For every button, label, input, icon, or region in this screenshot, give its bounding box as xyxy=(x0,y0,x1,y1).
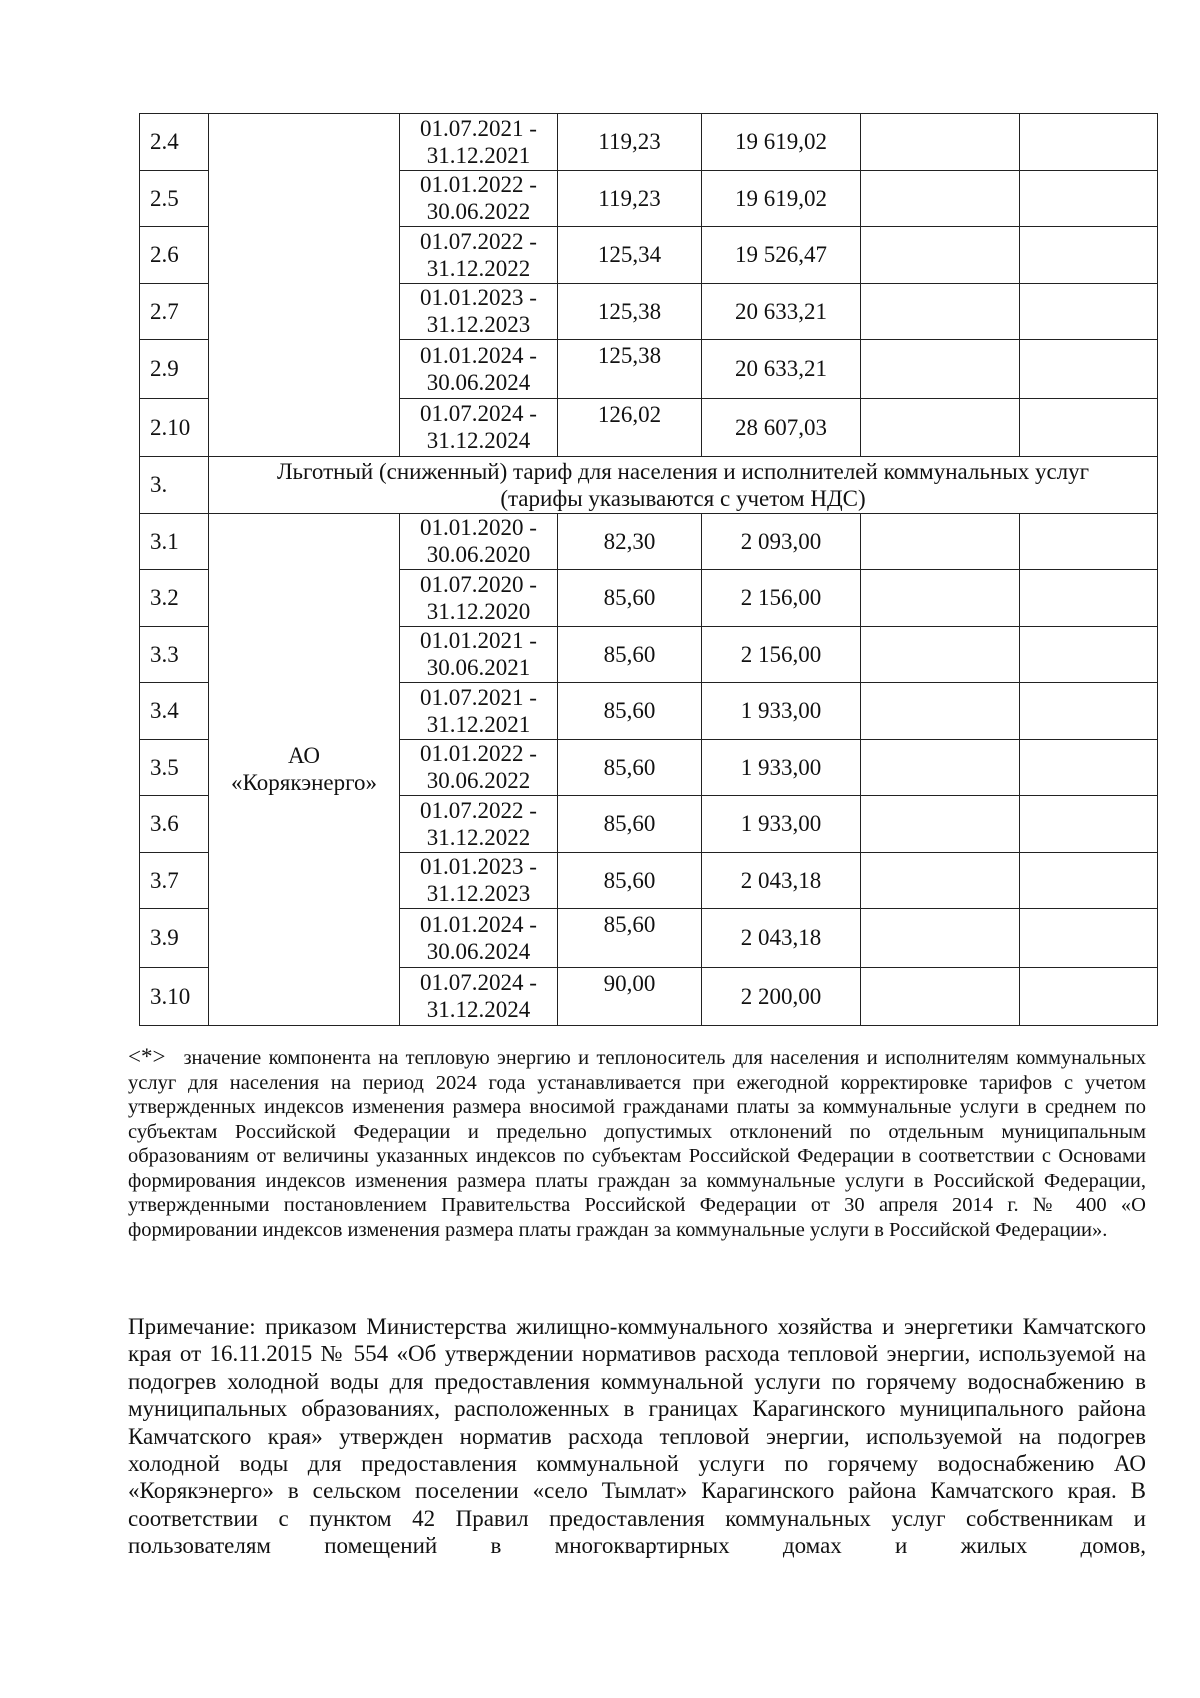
period-to: 31.12.2020 xyxy=(426,598,531,624)
period-from: 01.01.2024 - xyxy=(420,911,537,937)
empty-cell xyxy=(1020,170,1158,227)
value-cell-1: 125,38 xyxy=(558,283,702,340)
empty-cell xyxy=(1020,114,1158,171)
empty-cell xyxy=(861,796,1020,853)
period-from: 01.01.2023 - xyxy=(420,285,537,311)
value-cell-1: 90,00 xyxy=(558,967,702,1026)
value-cell-2: 20 633,21 xyxy=(702,283,861,340)
section-number: 3. xyxy=(140,457,209,514)
footnote-mark: <*> xyxy=(128,1044,166,1069)
empty-cell xyxy=(861,570,1020,627)
period-to: 30.06.2024 xyxy=(426,369,531,395)
empty-cell xyxy=(861,340,1020,399)
value-cell-1: 85,60 xyxy=(558,909,702,968)
empty-cell xyxy=(861,852,1020,909)
row-number: 3.10 xyxy=(140,967,209,1026)
empty-cell xyxy=(861,283,1020,340)
value-cell-1: 85,60 xyxy=(558,626,702,683)
period-to: 30.06.2020 xyxy=(426,542,531,568)
period-to: 31.12.2024 xyxy=(426,997,531,1023)
org-cell-empty xyxy=(209,114,400,457)
period-from: 01.07.2020 - xyxy=(420,571,537,597)
period-cell xyxy=(400,513,558,570)
org-name-cell xyxy=(209,513,400,1026)
period-cell xyxy=(400,683,558,740)
footnote xyxy=(128,1045,1146,1242)
period-from: 01.07.2022 - xyxy=(420,228,537,254)
empty-cell xyxy=(1020,967,1158,1026)
period-from: 01.01.2022 - xyxy=(420,741,537,767)
row-number: 3.2 xyxy=(140,570,209,627)
period-from: 01.01.2024 - xyxy=(420,342,537,368)
row-number: 2.7 xyxy=(140,283,209,340)
empty-cell xyxy=(1020,852,1158,909)
empty-cell xyxy=(1020,227,1158,284)
row-number: 2.10 xyxy=(140,398,209,457)
period-to: 31.12.2023 xyxy=(426,881,531,907)
period-to: 31.12.2022 xyxy=(426,824,531,850)
empty-cell xyxy=(861,739,1020,796)
empty-cell xyxy=(861,513,1020,570)
period-cell xyxy=(400,570,558,627)
empty-cell xyxy=(1020,398,1158,457)
value-cell-2: 2 043,18 xyxy=(702,909,861,968)
value-cell-2: 2 043,18 xyxy=(702,852,861,909)
row-number: 2.4 xyxy=(140,114,209,171)
value-cell-1: 85,60 xyxy=(558,796,702,853)
period-from: 01.01.2023 - xyxy=(420,854,537,880)
empty-cell xyxy=(1020,909,1158,968)
period-cell xyxy=(400,340,558,399)
row-number: 3.6 xyxy=(140,796,209,853)
value-cell-2: 19 526,47 xyxy=(702,227,861,284)
empty-cell xyxy=(1020,796,1158,853)
period-cell xyxy=(400,227,558,284)
empty-cell xyxy=(861,683,1020,740)
period-cell xyxy=(400,398,558,457)
period-cell xyxy=(400,967,558,1026)
empty-cell xyxy=(1020,570,1158,627)
period-to: 31.12.2023 xyxy=(426,312,531,338)
period-to: 31.12.2021 xyxy=(426,711,531,737)
period-to: 30.06.2022 xyxy=(426,768,531,794)
value-cell-2: 2 200,00 xyxy=(702,967,861,1026)
section-header-row xyxy=(140,457,1158,514)
period-from: 01.01.2022 - xyxy=(420,172,537,198)
period-cell xyxy=(400,852,558,909)
value-cell-2: 1 933,00 xyxy=(702,683,861,740)
row-number: 3.5 xyxy=(140,739,209,796)
empty-cell xyxy=(861,170,1020,227)
row-number: 2.6 xyxy=(140,227,209,284)
empty-cell xyxy=(861,909,1020,968)
period-cell xyxy=(400,114,558,171)
empty-cell xyxy=(861,227,1020,284)
value-cell-1: 125,34 xyxy=(558,227,702,284)
period-cell xyxy=(400,283,558,340)
value-cell-2: 2 093,00 xyxy=(702,513,861,570)
empty-cell xyxy=(1020,283,1158,340)
value-cell-2: 1 933,00 xyxy=(702,796,861,853)
period-to: 30.06.2024 xyxy=(426,938,531,964)
period-to: 30.06.2022 xyxy=(426,199,531,225)
row-number: 2.5 xyxy=(140,170,209,227)
empty-cell xyxy=(861,967,1020,1026)
note-paragraph: Примечание: приказом Министерства жилищно-коммунального хозяйства и энергетики Камчатского края от 16.11.2015 № 554 «Об утверждении нормативов расхода тепловой энергии, используемой на подогрев холодной воды для предоставления коммунальной услуги по горячему водоснабжению в муниципальных образованиях, расположенных в границах Карагинского муниципального района Камчатского края» утвержден норматив расхода тепловой энергии, используемой на подогрев холодной воды для предоставления коммунальной услуги по горячему водоснабжению АО «Корякэнерго» в сельском поселении «село Тымлат» Карагинского района Камчатского края. В соответствии с пунктом 42 Правил предоставления коммунальных услуг собственникам и пользователям помещений в многоквартирных домах и жилых домов, xyxy=(128,1314,1146,1559)
period-cell xyxy=(400,796,558,853)
tariff-table-body xyxy=(140,114,1158,1026)
period-cell xyxy=(400,626,558,683)
period-cell xyxy=(400,909,558,968)
section-title-line1: Льготный (сниженный) тариф для населения и исполнителей коммунальных услуг xyxy=(276,458,1090,484)
period-cell xyxy=(400,739,558,796)
value-cell-2: 28 607,03 xyxy=(702,398,861,457)
value-cell-1: 82,30 xyxy=(558,513,702,570)
value-cell-2: 20 633,21 xyxy=(702,340,861,399)
row-number: 3.1 xyxy=(140,513,209,570)
period-from: 01.01.2021 - xyxy=(420,628,537,654)
value-cell-1: 85,60 xyxy=(558,852,702,909)
period-from: 01.07.2021 - xyxy=(420,684,537,710)
value-cell-2: 2 156,00 xyxy=(702,626,861,683)
period-to: 31.12.2022 xyxy=(426,255,531,281)
value-cell-1: 125,38 xyxy=(558,340,702,399)
row-number: 3.3 xyxy=(140,626,209,683)
section-title xyxy=(209,457,1158,514)
table-row xyxy=(140,114,1158,171)
value-cell-1: 85,60 xyxy=(558,739,702,796)
org-name-line1: АО xyxy=(287,743,321,769)
empty-cell xyxy=(1020,683,1158,740)
value-cell-2: 2 156,00 xyxy=(702,570,861,627)
footnote-text: значение компонента на тепловую энергию и теплоноситель для населения и исполнителям коммунальных услуг для населения на период 2024 года устанавливается при ежегодной корректировке тарифов с учетом утвержденных индексов изменения размера вносимой гражданами платы за коммунальные услуги в среднем по субъектам Российской Федерации и предельно допустимых отклонений по отдельным муниципальным образованиям от величины указанных индексов по субъектам Российской Федерации в соответствии с Основами формирования индексов изменения размера платы граждан за коммунальные услуги в Российской Федерации, утвержденными постановлением Правительства Российской Федерации от 30 апреля 2014 г. № 400 «О формировании индексов изменения размера платы граждан за коммунальные услуги в Российской Федерации». xyxy=(128,1047,1146,1241)
value-cell-2: 19 619,02 xyxy=(702,170,861,227)
row-number: 3.4 xyxy=(140,683,209,740)
org-name-line2: «Корякэнерго» xyxy=(231,770,377,796)
period-from: 01.01.2020 - xyxy=(420,515,537,541)
value-cell-1: 119,23 xyxy=(558,170,702,227)
empty-cell xyxy=(1020,626,1158,683)
tariff-table xyxy=(139,113,1158,1026)
row-number: 2.9 xyxy=(140,340,209,399)
empty-cell xyxy=(1020,340,1158,399)
period-from: 01.07.2024 - xyxy=(420,970,537,996)
row-number: 3.7 xyxy=(140,852,209,909)
value-cell-1: 85,60 xyxy=(558,683,702,740)
empty-cell xyxy=(861,114,1020,171)
table-row xyxy=(140,513,1158,570)
period-from: 01.07.2022 - xyxy=(420,797,537,823)
period-to: 30.06.2021 xyxy=(426,655,531,681)
empty-cell xyxy=(1020,739,1158,796)
value-cell-2: 1 933,00 xyxy=(702,739,861,796)
value-cell-2: 19 619,02 xyxy=(702,114,861,171)
period-from: 01.07.2024 - xyxy=(420,401,537,427)
period-from: 01.07.2021 - xyxy=(420,115,537,141)
period-cell xyxy=(400,170,558,227)
empty-cell xyxy=(861,398,1020,457)
value-cell-1: 119,23 xyxy=(558,114,702,171)
empty-cell xyxy=(861,626,1020,683)
period-to: 31.12.2024 xyxy=(426,428,531,454)
period-to: 31.12.2021 xyxy=(426,142,531,168)
value-cell-1: 85,60 xyxy=(558,570,702,627)
value-cell-1: 126,02 xyxy=(558,398,702,457)
empty-cell xyxy=(1020,513,1158,570)
section-title-line2: (тарифы указываются с учетом НДС) xyxy=(500,485,866,511)
row-number: 3.9 xyxy=(140,909,209,968)
